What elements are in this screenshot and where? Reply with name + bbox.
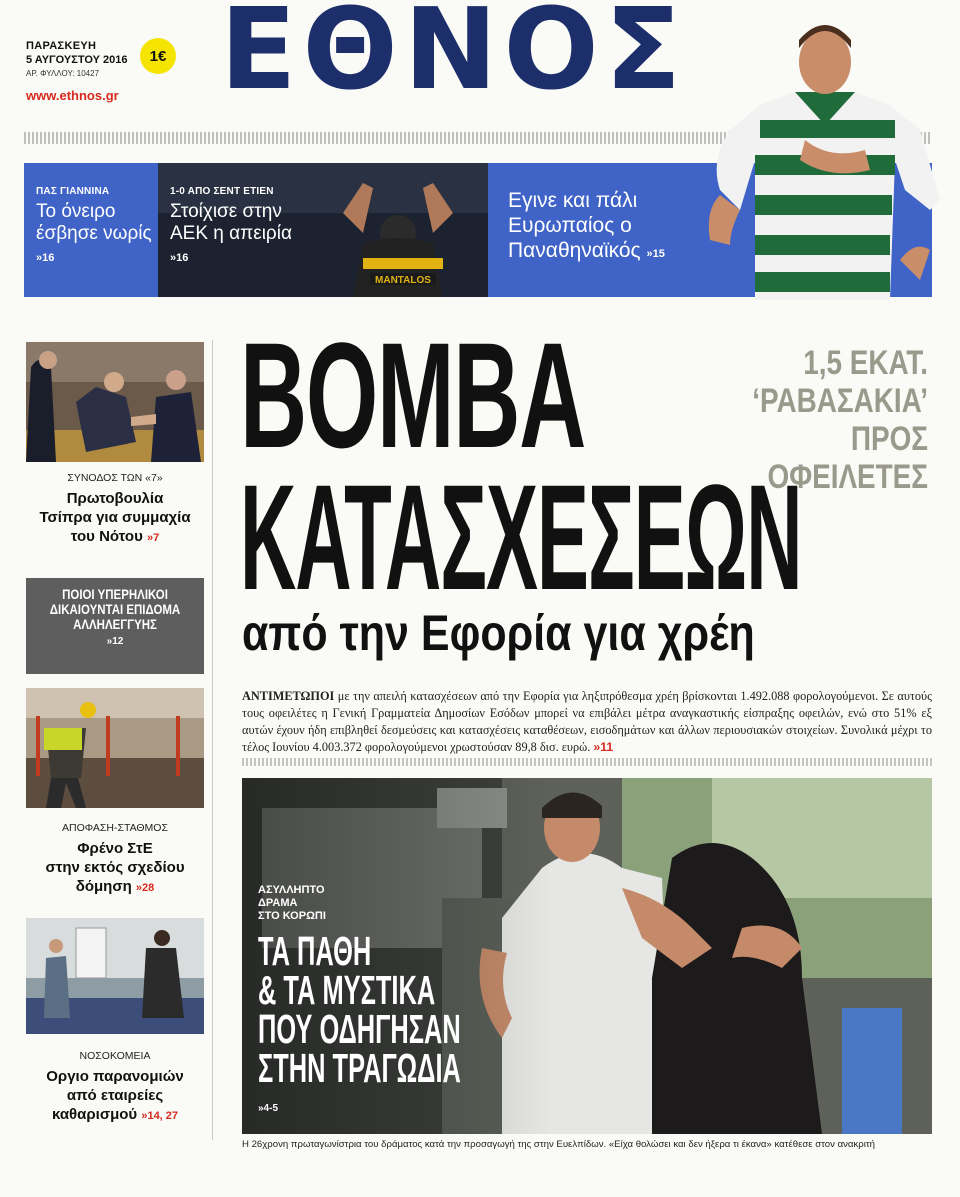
photo-headline-line-3: ΠΟΥ ΟΔΗΓΗΣΑΝ: [258, 1006, 461, 1052]
hospital-photo: [26, 918, 204, 1034]
lead-ref: »11: [593, 740, 614, 754]
left-story-4-line-1: Οργιο παρανομιών: [46, 1068, 184, 1085]
newspaper-logo: ΕΘΝΟΣ: [220, 0, 688, 115]
panathinaikos-player-photo: [700, 10, 950, 302]
left-kicker-1: ΣΥΝΟΔΟΣ ΤΩΝ «7»: [67, 472, 163, 484]
left-story-4[interactable]: [26, 1067, 204, 1126]
site-url[interactable]: www.ethnos.gr: [26, 88, 119, 103]
left-story-4-line-2: από εταιρείες: [66, 1087, 164, 1104]
pension-box-line-2: ΔΙΚΑΙΟΥΝΤΑΙ ΕΠΙΔΟΜΑ: [49, 601, 181, 617]
left-story-1-line-2: Τσίπρα για συμμαχία: [39, 509, 191, 526]
left-story-3[interactable]: [26, 839, 204, 898]
photo-ref: »4-5: [258, 1103, 279, 1114]
left-kicker-4: ΝΟΣΟΚΟΜΕΙΑ: [79, 1050, 151, 1062]
left-kicker-3: ΑΠΟΦΑΣΗ-ΣΤΑΘΜΟΣ: [62, 822, 168, 834]
main-headline-line-2: ΚΑΤΑΣΧΕΣΕΩΝ: [240, 453, 802, 621]
main-headline-line-1: ΒΟΜΒΑ: [240, 311, 586, 479]
lead-rule: [242, 758, 932, 766]
jersey-name: MANTALOS: [375, 275, 431, 286]
left-story-4-line-3-text: καθαρισμού: [51, 1106, 138, 1123]
left-ref-1: »7: [147, 532, 160, 544]
photo-headline-line-1: ΤΑ ΠΑΘΗ: [258, 928, 372, 974]
sports-ref-2: »16: [170, 252, 189, 264]
pension-box[interactable]: [26, 578, 204, 674]
left-story-1-line-3-text: του Νότου: [70, 528, 143, 545]
photo-kicker-line-1: ΑΣΥΛΛΗΠΤΟ: [258, 884, 325, 896]
column-divider: [212, 340, 213, 1140]
issue-day: ΠΑΡΑΣΚΕΥΗ: [26, 40, 97, 52]
issue-date: 5 ΑΥΓΟΥΣΤΟΥ 2016: [26, 54, 128, 66]
sports-kicker-1: ΠΑΣ ΓΙΑΝΝΙΝΑ: [36, 186, 110, 197]
sheet-number: ΑΡ. ΦΥΛΛΟΥ: 10427: [26, 69, 100, 78]
left-story-1[interactable]: [26, 489, 204, 548]
left-story-1-line-1: Πρωτοβουλία: [66, 490, 164, 507]
lead-paragraph: [242, 688, 932, 756]
sports-ref-1: »16: [36, 252, 55, 264]
lead-text: με την απειλή κατασχέσεων από την Εφορία για ληξιπρόθεσμα χρέη βρίσκονται 1.492.088 φορολογούμενοι. Σε αυτούς τους οφειλέτες η Γενική Γραμματεία Δημοσίων Εσόδων μπορεί να επιβάλει μέτρα αναγκαστικής είσπραξης οφειλών, ενώ στο 51% εξ αυτών έχουν ήδη επιβληθεί δεσμεύσεις και κατασχέσεις καταθέσεων, εισοδημάτων και άλλων περιουσιακών στοιχείων. Συνολικά μέχρι το τέλος Ιουνίου 4.003.372 φορολογούμενοι χρωστούσαν 89,8 δισ. ευρώ.: [242, 689, 932, 754]
left-story-3-line-3-text: δόμηση: [75, 878, 132, 895]
photo-kicker-line-2: ΔΡΑΜΑ: [258, 897, 298, 909]
main-headline-line-3: από την Εφορία για χρέη: [242, 605, 755, 661]
sports-headline-1: Το όνειρο έσβησε νωρίς: [36, 201, 152, 244]
side-headline: [712, 344, 928, 496]
left-story-1-line-3: [26, 527, 204, 548]
side-headline-line-2: ‘ΡΑΒΑΣΑΚΙΑ’: [752, 382, 928, 420]
photo-kicker: [258, 884, 326, 923]
price-badge: 1€: [140, 38, 176, 74]
sports-ref-3: »15: [646, 248, 665, 260]
left-story-3-line-3: [26, 877, 204, 898]
photo-headline[interactable]: [258, 928, 461, 1091]
sports-item-2[interactable]: [170, 186, 302, 269]
pension-box-text: [42, 587, 188, 632]
sports-headline-2: Στοίχισε στην ΑΕΚ η απειρία: [170, 201, 292, 244]
construction-photo: [26, 688, 204, 808]
left-story-3-line-2: στην εκτός σχεδίου: [45, 859, 185, 876]
lead-caps: ΑΝΤΙΜΕΤΩΠΟΙ: [242, 689, 335, 703]
photo-caption: Η 26χρονη πρωταγωνίστρια του δράματος κατά την προσαγωγή της στην Ευελπίδων. «Είχα θολώσει και δεν ήξερα τι έκανα» κατέθεσε στον ανακριτή: [242, 1139, 875, 1150]
left-story-3-line-1: Φρένο ΣτΕ: [77, 840, 153, 857]
sports-headline-3: Εγινε και πάλι Ευρωπαίος ο Παναθηναϊκός: [508, 189, 641, 262]
pension-box-line-1: ΠΟΙΟΙ ΥΠΕΡΗΛΙΚΟΙ: [62, 586, 168, 602]
pension-box-line-3: ΑΛΛΗΛΕΓΓΥΗΣ: [73, 616, 157, 632]
left-ref-4: »14, 27: [141, 1110, 179, 1122]
left-story-4-line-3: [26, 1105, 204, 1126]
left-ref-3: »28: [135, 882, 155, 894]
photo-headline-line-2: & ΤΑ ΜΥΣΤΙΚΑ: [258, 967, 436, 1013]
sports-item-1[interactable]: [36, 186, 154, 269]
photo-headline-line-4: ΣΤΗΝ ΤΡΑΓΩΔΙΑ: [258, 1045, 461, 1091]
sports-kicker-2: 1-0 ΑΠΟ ΣΕΝΤ ΕΤΙΕΝ: [170, 186, 274, 197]
left-ref-2: »12: [106, 636, 124, 647]
side-headline-line-3: ΠΡΟΣ ΟΦΕΙΛΕΤΕΣ: [767, 420, 928, 496]
photo-kicker-line-3: ΣΤΟ ΚΟΡΩΠΙ: [258, 910, 326, 922]
summit-photo: [26, 342, 204, 462]
side-headline-line-1: 1,5 ΕΚΑΤ.: [803, 344, 928, 382]
